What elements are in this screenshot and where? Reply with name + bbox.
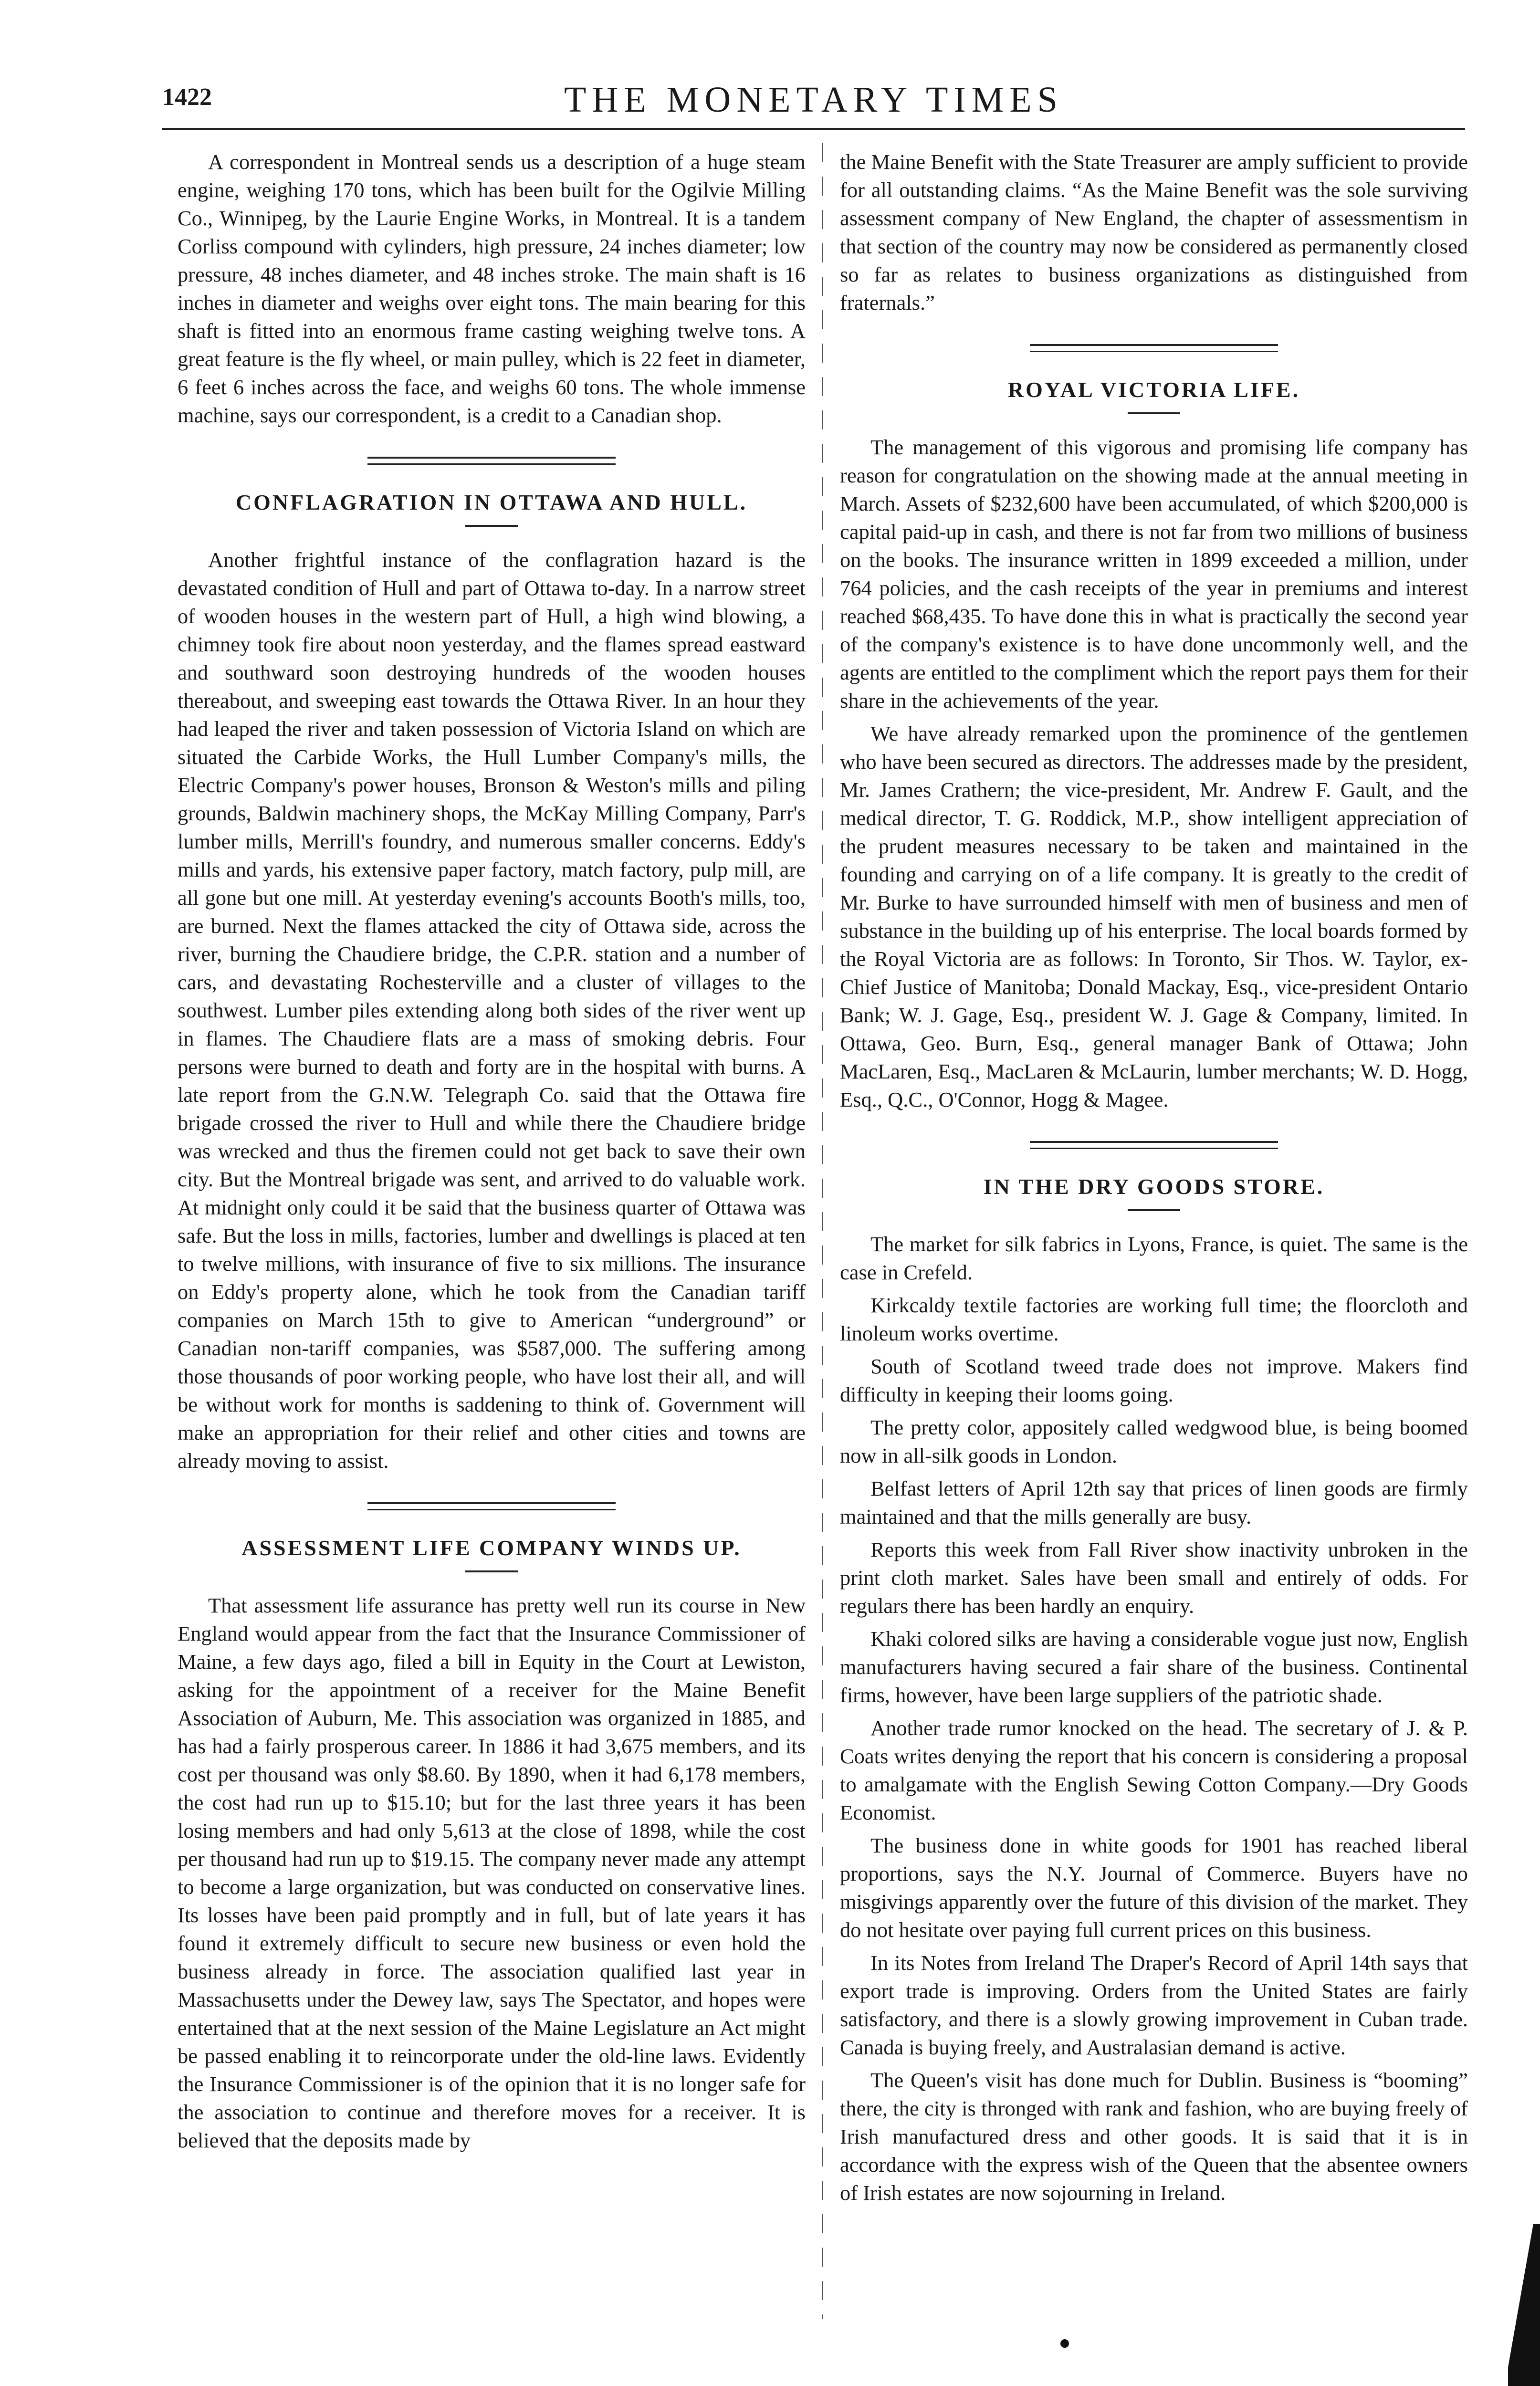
column-divider: [822, 143, 823, 2319]
heading-rule: [465, 525, 518, 527]
left-column: [178, 148, 806, 2155]
dry-goods-heading: IN THE DRY GOODS STORE.: [983, 1174, 1325, 1199]
dry-goods-paragraph: Another trade rumor knocked on the head. The secretary of J. & P. Coats writes denying the report that his concern is considering a proposal to amalgamate with the English Sewing Cotton Company.—Dry Goods Economist.: [840, 1716, 1468, 1824]
conflagration-paragraph: Another frightful instance of the conflagration hazard is the devastated condition of Hull and part of Ottawa to-day. In a narrow street of wooden houses in the western part of Hull, a high wind blowing, a chimney took fire about noon yesterday, and the flames spread eastward and southward soon destroying hundreds of the wooden houses thereabout, and sweeping east towards the Ottawa River. In an hour they had leaped the river and taken possession of Victoria Island on which are situated the Carbide Works, the Hull Lumber Company's mills, the Electric Company's power houses, Bronson & Weston's mills and piling grounds, Baldwin machinery shops, the McKay Milling Company, Parr's lumber mills, Merrill's foundry, and numerous smaller concerns. Eddy's mills and yards, his extensive paper factory, match factory, pulp mill, are all gone but one mill. At yesterday evening's accounts Booth's mills, too, are burned. Next the flames attacked the city of Ottawa side, across the river, burning the Chaudiere bridge, the C.P.R. station and a number of cars, and devastating Rochesterville and a cluster of villages to the southwest. Lumber piles extending along both sides of the river went up in flames. The Chaudiere flats are a mass of smoking debris. Four persons were burned to death and forty are in the hospital with burns. A late report from the G.N.W. Telegraph Co. said that the Ottawa fire brigade crossed the river to Hull and while there the Chaudiere bridge was wrecked and thus the firemen could not get back to save their own city. But the Montreal brigade was sent, and arrived to do valuable work. At midnight only could it be said that the business quarter of Ottawa was safe. But the loss in mills, factories, lumber and dwellings is placed at ten to twelve millions, with insurance of five to six millions. The insurance on Eddy's property alone, which he took from the Canadian tariff companies on March 15th to give to American “underground” or Canadian non-tariff companies, was $587,000. The suffering among those thousands of poor working people, who have lost their all, and will be without work for months is saddening to think of. Government will make an appropriation for their relief and other cities and towns are already moving to assist.: [178, 548, 806, 1473]
header-rule: [162, 128, 1465, 130]
dry-goods-paragraph: The Queen's visit has done much for Dublin. Business is “booming” there, the city is thronged with rank and fashion, who are buying freely of Irish manufactured dress and other goods. It is said that it is in accordance with the express wish of the Queen that the absentee owners of Irish estates are now sojourning in Ireland.: [840, 2068, 1468, 2205]
section-divider: [178, 1489, 806, 1517]
royal-victoria-heading: ROYAL VICTORIA LIFE.: [1007, 377, 1300, 402]
heading-rule: [1128, 1209, 1180, 1211]
section-divider: [178, 444, 806, 472]
section-divider: [840, 331, 1468, 359]
dry-goods-paragraph: The business done in white goods for 1901 has reached liberal proportions, says the N.Y. Journal of Commerce. Buyers have no misgivings apparently over the future of this division of the market. They do not hesitate over paying full current prices on this business.: [840, 1833, 1468, 1942]
conflagration-heading: CONFLAGRATION IN OTTAWA AND HULL.: [235, 490, 748, 514]
dry-goods-paragraph: Kirkcaldy textile factories are working full time; the floorcloth and linoleum works overtime.: [840, 1293, 1468, 1345]
dry-goods-paragraph: Reports this week from Fall River show inactivity unbroken in the print cloth market. Sales have been small and entirely of odds. For regulars there has been hardly an enquiry.: [840, 1538, 1468, 1618]
dry-goods-paragraph: The pretty color, appositely called wedgwood blue, is being boomed now in all-silk goods in London.: [840, 1415, 1468, 1467]
dry-goods-paragraph: The market for silk fabrics in Lyons, France, is quiet. The same is the case in Crefeld.: [840, 1232, 1468, 1284]
right-column-content: [840, 148, 1468, 2207]
heading-rule: [1128, 412, 1180, 414]
royal-victoria-paragraph: The management of this vigorous and promising life company has reason for congratulation on the showing made at the annual meeting in March. Assets of $232,600 have been accumulated, of which $200,000 is capital paid-up in cash, and there is not far from two millions of business on the books. The insurance written in 1899 exceeded a million, under 764 policies, and the cash receipts of the year in premiums and interest reached $68,435. To have done this in what is practically the second year of the company's existence is to have done uncommonly well, and the agents are entitled to the compliment which the report pays them for their share in the achievements of the year.: [840, 435, 1468, 712]
publication-title: THE MONETARY TIMES: [564, 80, 1063, 120]
dry-goods-paragraph: Belfast letters of April 12th say that prices of linen goods are firmly maintained and that the mills generally are busy.: [840, 1476, 1468, 1528]
dry-goods-paragraph: Khaki colored silks are having a considerable vogue just now, English manufacturers having secured a fair share of the business. Continental firms, however, have been large suppliers of the patriotic shade.: [840, 1627, 1468, 1707]
ink-dot: [1060, 2339, 1069, 2348]
heading-rule: [465, 1570, 518, 1572]
scan-page-edge: [1508, 2224, 1540, 2386]
dry-goods-paragraph: South of Scotland tweed trade does not improve. Makers find difficulty in keeping their looms going.: [840, 1354, 1468, 1406]
right-column: [840, 148, 1468, 2362]
assessment-heading: ASSESSMENT LIFE COMPANY WINDS UP.: [241, 1536, 742, 1560]
page-number: 1422: [162, 84, 212, 111]
royal-victoria-paragraph: We have already remarked upon the prominence of the gentlemen who have been secured as directors. The addresses made by the president, Mr. James Crathern; the vice-president, Mr. Andrew F. Gault, and the medical director, T. G. Roddick, M.P., show intelligent appreciation of the prudent measures necessary to be taken and maintained in the founding and carrying on of a life company. It is greatly to the credit of Mr. Burke to have surrounded himself with men of business and men of substance in the building up of his enterprise. The local boards formed by the Royal Victoria are as follows: In Toronto, Sir Thos. W. Taylor, ex-Chief Justice of Manitoba; Donald Mackay, Esq., vice-president Ontario Bank; W. J. Gage, Esq., president W. J. Gage & Company, limited. In Ottawa, Geo. Burn, Esq., general manager Bank of Ottawa; John MacLaren, Esq., MacLaren & McLaurin, lumber merchants; W. D. Hogg, Esq., Q.C., O'Connor, Hogg & Magee.: [840, 722, 1468, 1111]
steam-engine-paragraph: A correspondent in Montreal sends us a description of a huge steam engine, weighing 170 tons, which has been built for the Ogilvie Milling Co., Winnipeg, by the Laurie Engine Works, in Montreal. It is a tandem Corliss compound with cylinders, high pressure, 24 inches diameter; low pressure, 48 inches diameter, and 48 inches stroke. The main shaft is 16 inches in diameter and weighs over eight tons. The main bearing for this shaft is fitted into an enormous frame casting weighing twelve tons. A great feature is the fly wheel, or main pulley, which is 22 feet in diameter, 6 feet 6 inches across the face, and weighs 60 tons. The whole immense machine, says our correspondent, is a credit to a Canadian shop.: [178, 150, 806, 427]
assessment-paragraph: That assessment life assurance has pretty well run its course in New England would appear from the fact that the Insurance Commissioner of Maine, a few days ago, filed a bill in Equity in the Court at Lewiston, asking for the appointment of a receiver for the Maine Benefit Association of Auburn, Me. This association was organized in 1885, and has had a fairly prosperous career. In 1886 it had 3,675 members, and its cost per thousand was only $8.60. By 1890, when it had 6,178 members, the cost had run up to $15.10; but for the last three years it has been losing members and had only 5,613 at the close of 1898, while the cost per thousand had run up to $19.15. The company never made any attempt to become a large organization, but was conducted on conservative lines. Its losses have been paid promptly and in full, but of late years it has found it extremely difficult to secure new business or even hold the business already in force. The association qualified last year in Massachusetts under the Dewey law, says The Spectator, and hopes were entertained that at the next session of the Maine Legislature an Act might be passed enabling it to reincorporate under the old-line laws. Evidently the Insurance Commissioner is of the opinion that it is no longer safe for the association to continue and therefore moves for a receiver. It is believed that the deposits made by: [178, 1593, 806, 2152]
dry-goods-paragraph: In its Notes from Ireland The Draper's Record of April 14th says that export trade is improving. Orders from the United States are fairly satisfactory, and there is a slowly growing improvement in Cuban trade. Canada is buying freely, and Australasian demand is active.: [840, 1951, 1468, 2059]
section-divider: [840, 1128, 1468, 1156]
assessment-continuation: the Maine Benefit with the State Treasurer are amply sufficient to provide for all outstanding claims. “As the Maine Benefit was the sole surviving assessment company of New England, the chapter of assessmentism in that section of the country may now be considered as permanently closed so far as relates to business organizations as distinguished from fraternals.”: [840, 150, 1468, 314]
page-header: [162, 76, 1465, 129]
